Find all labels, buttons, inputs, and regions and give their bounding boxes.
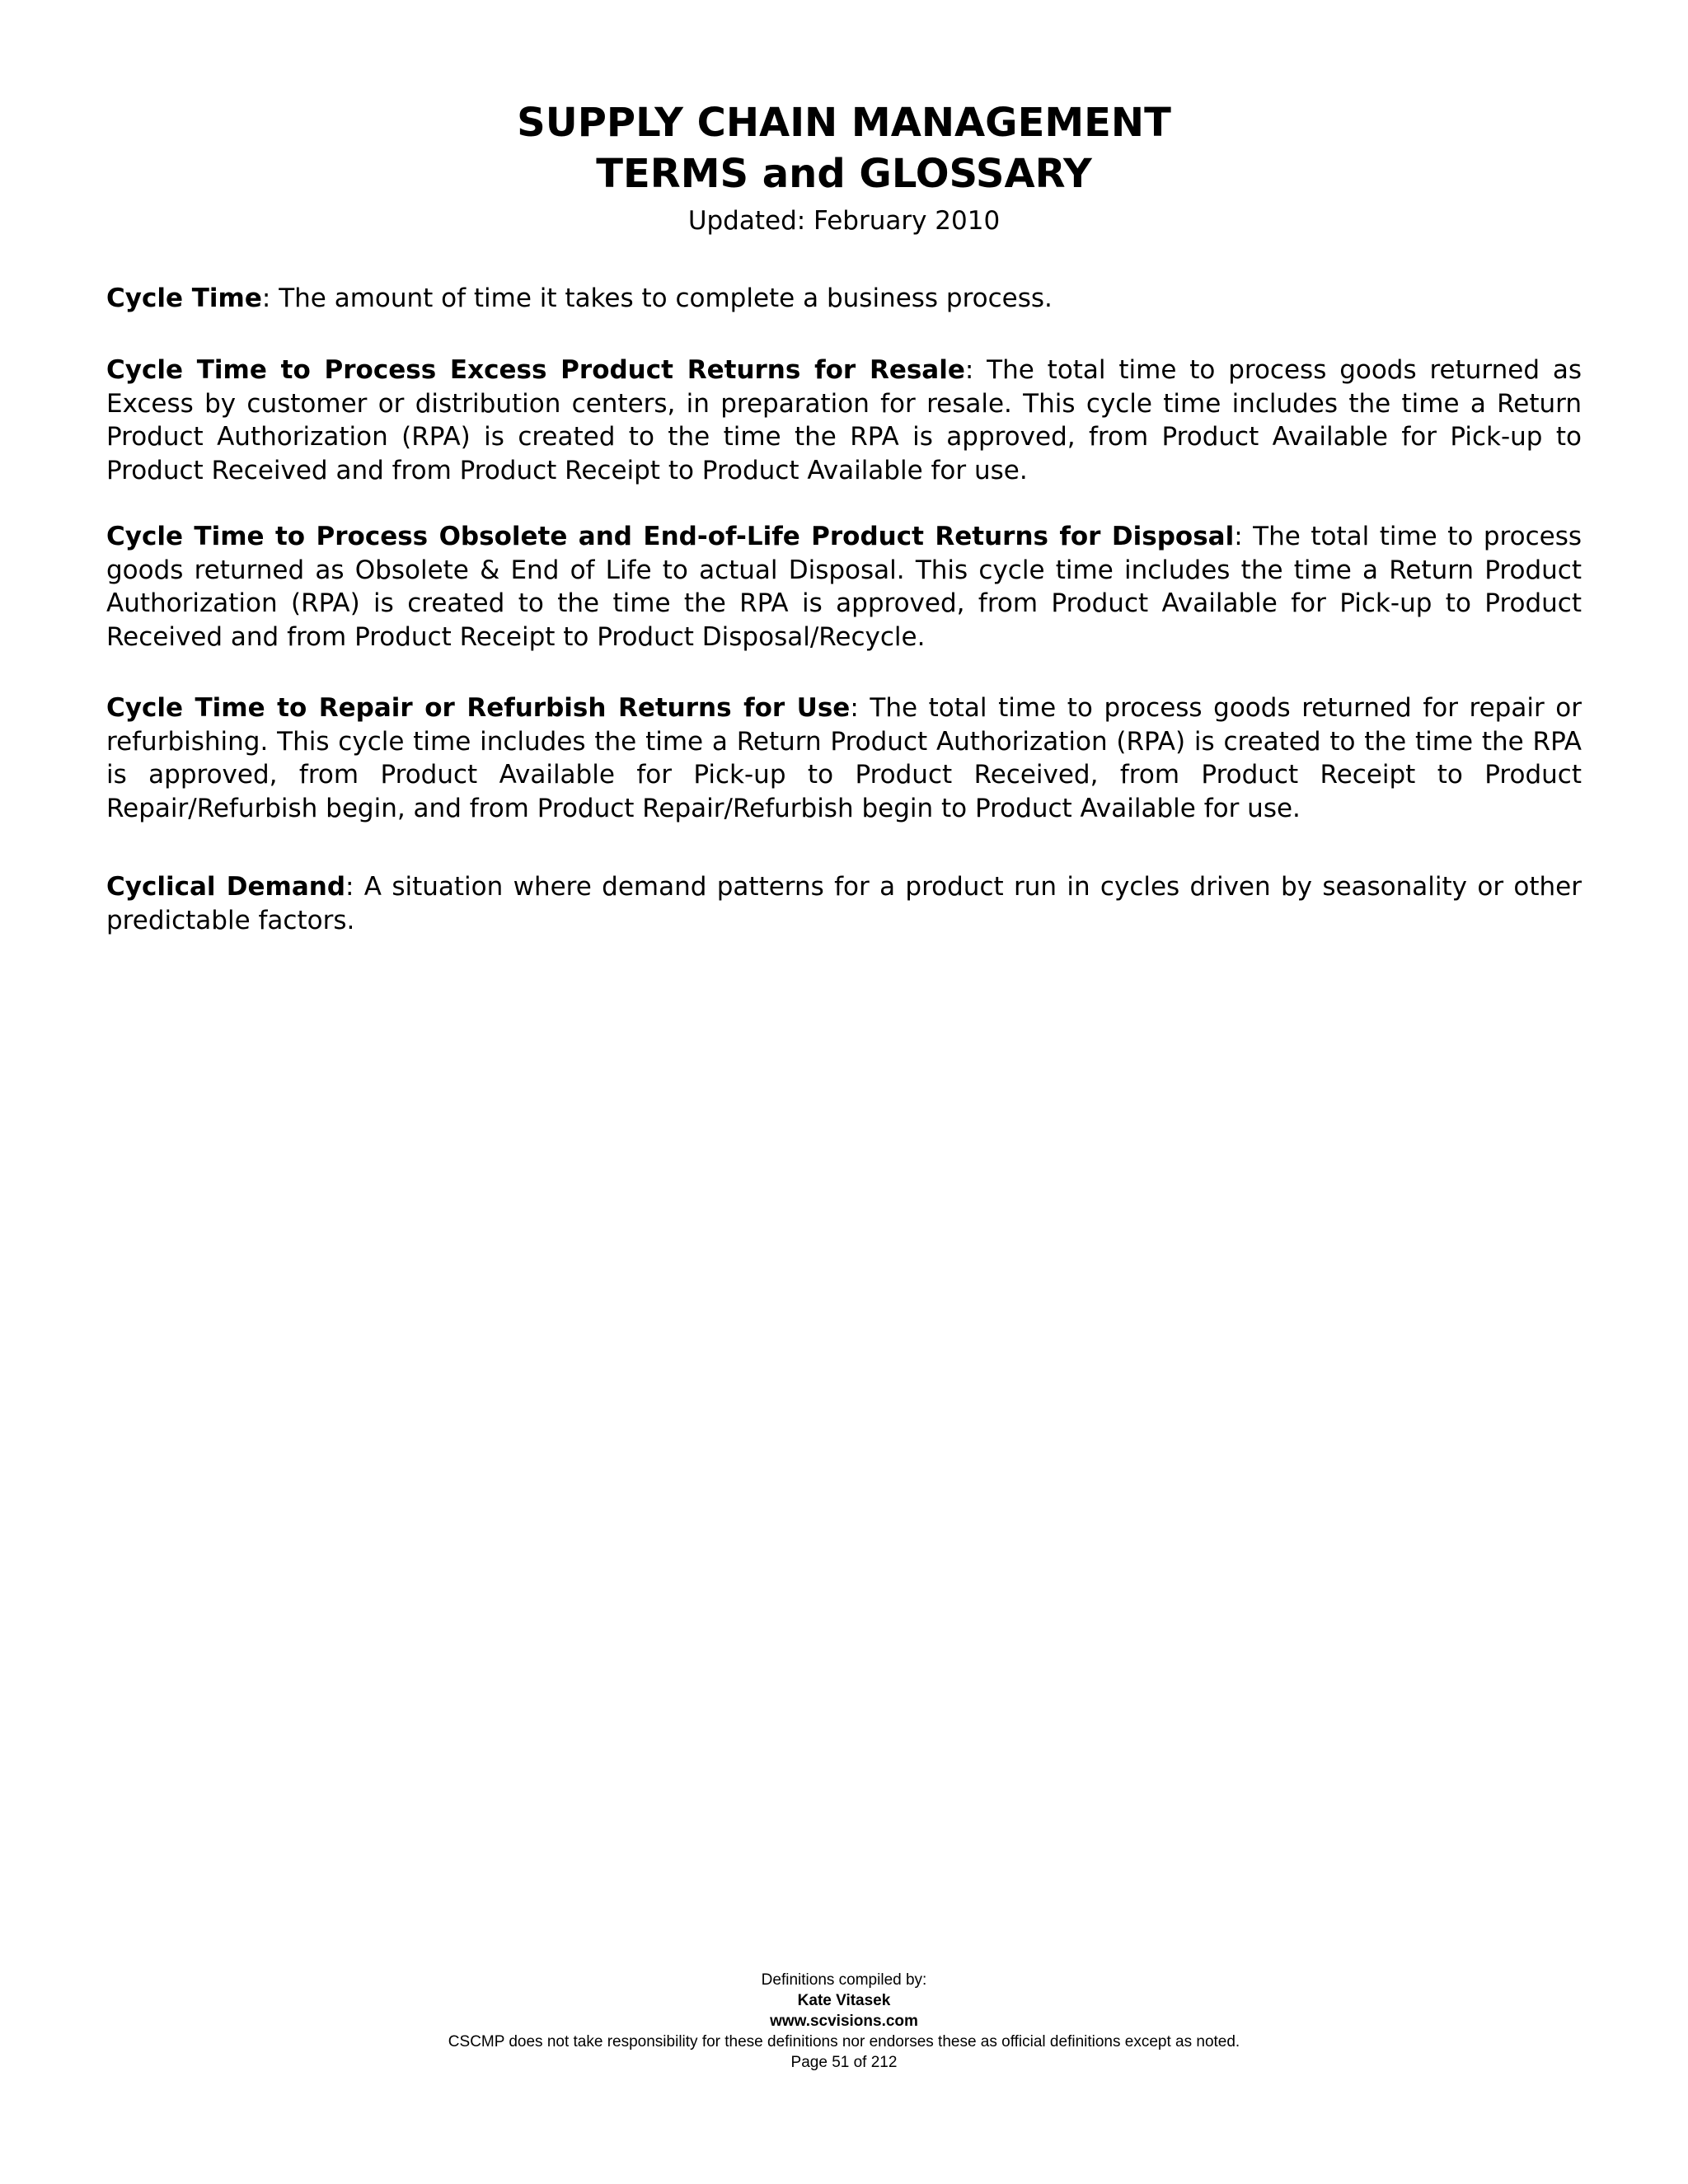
glossary-definition: : The amount of time it takes to complete a business process. xyxy=(261,284,1053,313)
glossary-definition: : A situation where demand patterns for a product run in cycles driven by seasonality or other predictable factors. xyxy=(106,872,1582,935)
glossary-entry xyxy=(106,520,1582,654)
glossary-entry xyxy=(106,870,1582,937)
glossary-term: Cycle Time to Process Obsolete and End-of-Life Product Returns for Disposal xyxy=(106,522,1235,551)
glossary-entry xyxy=(106,354,1582,487)
updated-date: Updated: February 2010 xyxy=(687,206,1001,236)
disclaimer-text: CSCMP does not take responsibility for these definitions nor endorses these as official definitions except as noted. xyxy=(448,2033,1240,2050)
page-number: Page 51 of 212 xyxy=(790,2054,898,2071)
glossary-definition: : The total time to process goods returned as Obsolete & End of Life to actual Disposal. This cycle time includes the time a Return Product Authorization (RPA) is created to the time the RPA is approved, from Product Available for Pick-up to Product Received and from Product Receipt to Product Disposal/Recycle. xyxy=(106,522,1582,652)
glossary-term: Cyclical Demand xyxy=(106,872,346,902)
glossary-definition: : The total time to process goods returned as Excess by customer or distribution centers, in preparation for resale. This cycle time includes the time a Return Product Authorization (RPA) is created to the time the RPA is approved, from Product Available for Pick-up to Product Received and from Product Receipt to Product Available for use. xyxy=(106,355,1582,485)
page-header xyxy=(0,97,1688,237)
author-name: Kate Vitasek xyxy=(797,1992,891,2009)
glossary-entry xyxy=(106,282,1582,316)
website-link[interactable]: www.scvisions.com xyxy=(770,2013,918,2030)
glossary-entry xyxy=(106,691,1582,825)
glossary-definition: : The total time to process goods returned for repair or refurbishing. This cycle time includes the time a Return Product Authorization (RPA) is created to the time the RPA is approved, from Product Available for Pick-up to Product Received, from Product Receipt to Product Repair/Refurbish begin, and from Product Repair/Refurbish begin to Product Available for use. xyxy=(106,693,1582,823)
compiled-by-label: Definitions compiled by: xyxy=(761,1971,927,1989)
document-title-line-2: TERMS and GLOSSARY xyxy=(596,151,1092,197)
glossary-term: Cycle Time to Repair or Refurbish Returns for Use xyxy=(106,693,851,723)
page-footer xyxy=(0,1970,1688,2073)
glossary-term: Cycle Time xyxy=(106,284,262,313)
glossary-term: Cycle Time to Process Excess Product Returns for Resale xyxy=(106,355,965,385)
document-title-line-1: SUPPLY CHAIN MANAGEMENT xyxy=(517,100,1171,146)
